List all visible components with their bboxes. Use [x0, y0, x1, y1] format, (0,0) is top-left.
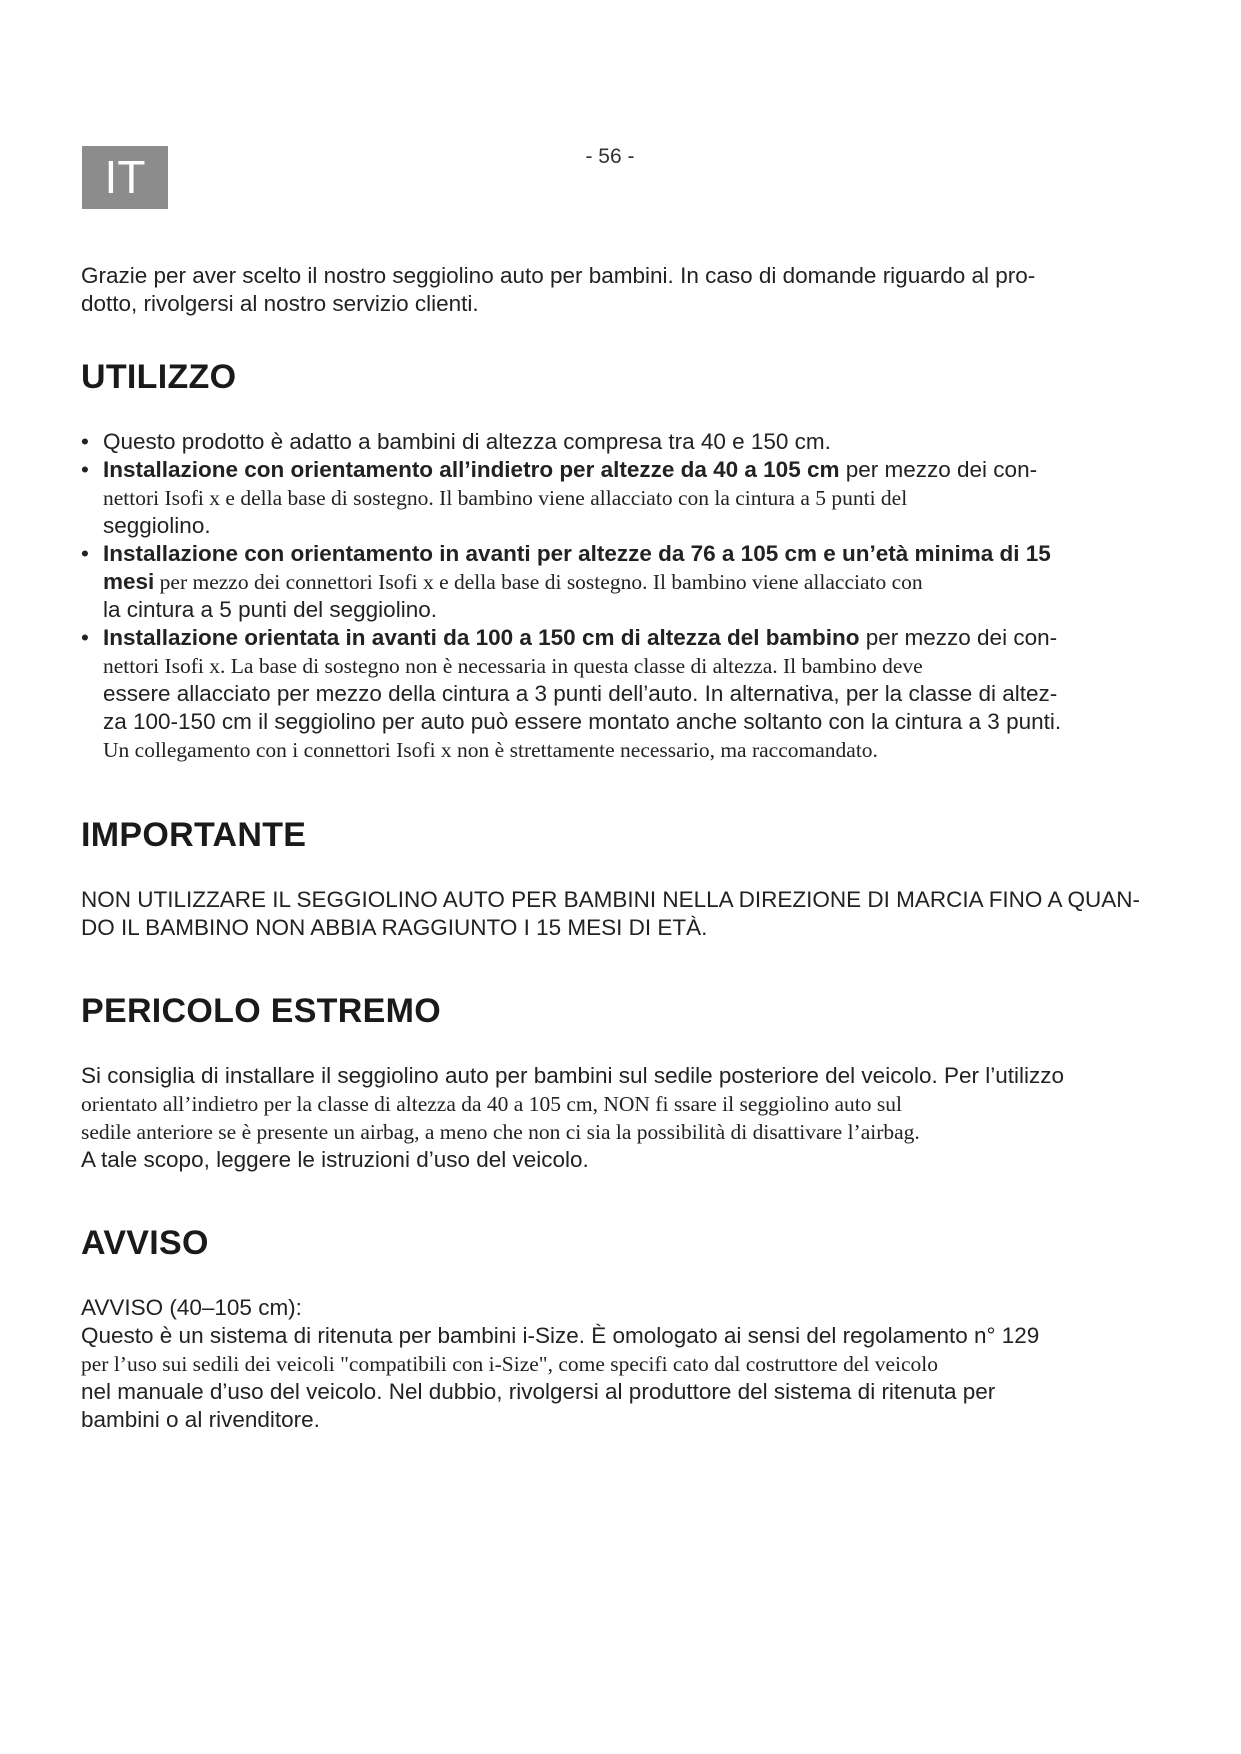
list-item-text: seggiolino. [103, 513, 211, 538]
intro-line: Grazie per aver scelto il nostro seggiolino auto per bambini. In caso di domande riguardo al pro- [81, 263, 1036, 288]
list-item-text: nettori Isofi x. La base di sostegno non è necessaria in questa classe di altezza. Il bambino deve [103, 654, 923, 678]
paragraph-line: nel manuale d’uso del veicolo. Nel dubbio, rivolgersi al produttore del sistema di ritenuta per [81, 1379, 996, 1404]
paragraph-line: A tale scopo, leggere le istruzioni d’uso del veicolo. [81, 1147, 589, 1172]
section-title-avviso: AVVISO [81, 1224, 209, 1262]
list-item-text: per mezzo dei con- [839, 457, 1038, 482]
paragraph-line: DO IL BAMBINO NON ABBIA RAGGIUNTO I 15 MESI DI ETÀ. [81, 915, 708, 940]
paragraph-line: per l’uso sui sedili dei veicoli "compatibili con i-Size", come specifi cato dal costruttore del veicolo [81, 1352, 938, 1376]
list-item [81, 428, 1141, 456]
paragraph-line: AVVISO (40–105 cm): [81, 1295, 302, 1320]
list-item-text: za 100-150 cm il seggiolino per auto può essere montato anche soltanto con la cintura a 3 punti. [103, 709, 1062, 734]
list-item [81, 456, 1141, 540]
utilizzo-list [81, 428, 1141, 764]
section-title-importante: IMPORTANTE [81, 816, 307, 854]
language-badge: IT [82, 146, 168, 209]
paragraph-line: Questo è un sistema di ritenuta per bambini i-Size. È omologato ai sensi del regolamento n° 129 [81, 1323, 1040, 1348]
section-title-pericolo: PERICOLO ESTREMO [81, 992, 441, 1030]
list-item-text: per mezzo dei connettori Isofi x e della base di sostegno. Il bambino viene allacciato con [154, 570, 923, 594]
list-item [81, 624, 1141, 764]
avviso-paragraph [81, 1294, 1141, 1434]
list-item-text: la cintura a 5 punti del seggiolino. [103, 597, 437, 622]
list-item-text: per mezzo dei con- [859, 625, 1058, 650]
list-item-text: Un collegamento con i connettori Isofi x non è strettamente necessario, ma raccomandato. [103, 738, 878, 762]
paragraph-line: bambini o al rivenditore. [81, 1407, 320, 1432]
document-body [81, 262, 1141, 1482]
list-item-bold: Installazione con orientamento all’indietro per altezze da 40 a 105 cm [103, 457, 840, 482]
paragraph-line: NON UTILIZZARE IL SEGGIOLINO AUTO PER BAMBINI NELLA DIREZIONE DI MARCIA FINO A QUAN- [81, 887, 1140, 912]
page-number: - 56 - [585, 145, 635, 168]
section-title-utilizzo: UTILIZZO [81, 358, 237, 396]
importante-paragraph [81, 886, 1141, 942]
paragraph-line: sedile anteriore se è presente un airbag, a meno che non ci sia la possibilità di disattivare l’airbag. [81, 1120, 920, 1144]
list-item-bold: • Installazione con orientamento in avanti per altezze da 76 a 105 cm e un’età minima di 15 [103, 541, 1051, 566]
list-item-bold: mesi [103, 569, 155, 594]
list-item-text: essere allacciato per mezzo della cintura a 3 punti dell’auto. In alternativa, per la classe di altez- [103, 681, 1058, 706]
intro-line: dotto, rivolgersi al nostro servizio clienti. [81, 291, 479, 316]
paragraph-line: Si consiglia di installare il seggiolino auto per bambini sul sedile posteriore del veicolo. Per l’utilizzo [81, 1063, 1065, 1088]
list-item-text: Questo prodotto è adatto a bambini di altezza compresa tra 40 e 150 cm. [103, 429, 831, 454]
list-item-bold: Installazione orientata in avanti da 100 a 150 cm di altezza del bambino [103, 625, 860, 650]
list-item [81, 540, 1141, 624]
paragraph-line: orientato all’indietro per la classe di altezza da 40 a 105 cm, NON fi ssare il seggiolino auto sul [81, 1092, 902, 1116]
pericolo-paragraph [81, 1062, 1141, 1174]
intro-paragraph [81, 262, 1141, 318]
list-item-text: nettori Isofi x e della base di sostegno. Il bambino viene allacciato con la cintura a 5 punti del [103, 486, 908, 510]
